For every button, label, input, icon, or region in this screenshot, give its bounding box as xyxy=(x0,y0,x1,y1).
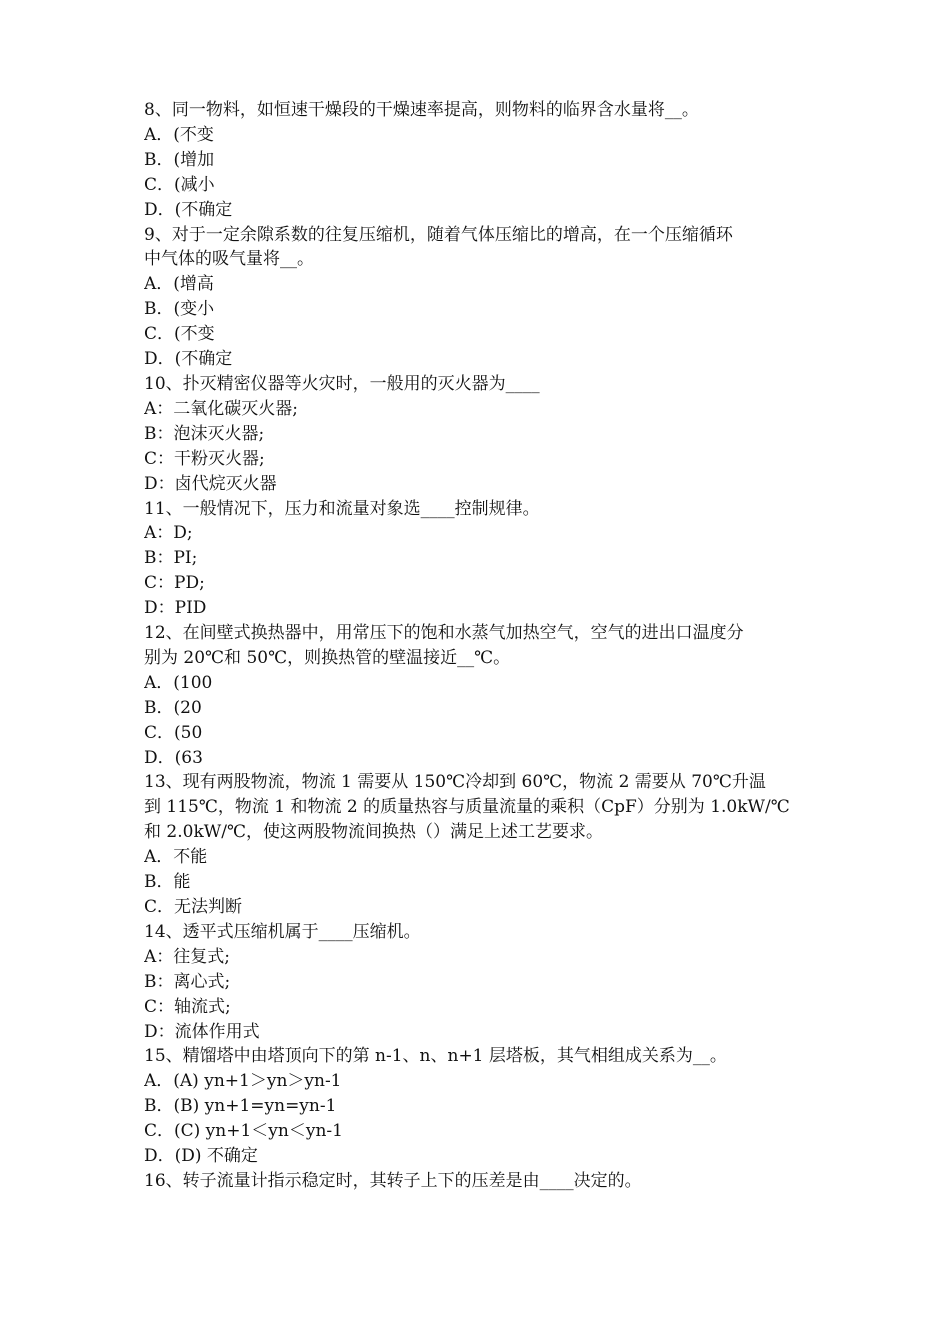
option-a: A．(A) yn+1＞yn＞yn-1 xyxy=(144,1071,342,1092)
question-stem-cont: 别为 20℃和 50℃，则换热管的壁温接近__℃。 xyxy=(144,647,511,668)
option-a: A．不能 xyxy=(144,847,208,868)
option-d: D：PID xyxy=(144,598,207,619)
option-b: B．能 xyxy=(144,872,191,893)
question-stem: 8、同一物料，如恒速干燥段的干燥速率提高，则物料的临界含水量将__。 xyxy=(144,100,699,120)
option-b: B：泡沫灭火器; xyxy=(144,423,265,444)
option-b: B：离心式; xyxy=(144,971,231,992)
question-11 xyxy=(144,497,808,622)
question-stem: 13、现有两股物流，物流 1 需要从 150℃冷却到 60℃，物流 2 需要从 70℃升温 xyxy=(144,772,766,793)
option-a: A：往复式; xyxy=(144,946,231,967)
option-d: D．(不确定 xyxy=(144,199,233,220)
option-c: C．(减小 xyxy=(144,174,215,195)
option-c: C．(50 xyxy=(144,722,203,743)
option-d: D．(63 xyxy=(144,747,203,768)
question-16 xyxy=(144,1169,808,1194)
option-b: B．(变小 xyxy=(144,299,215,320)
option-d: D．(不确定 xyxy=(144,349,233,370)
question-15 xyxy=(144,1044,808,1169)
option-b: B．(增加 xyxy=(144,149,215,170)
option-a: A．(100 xyxy=(144,672,213,693)
option-c: C：PD; xyxy=(144,573,205,594)
option-c: C．无法判断 xyxy=(144,897,243,917)
option-d: D：流体作用式 xyxy=(144,1021,260,1042)
question-12 xyxy=(144,621,808,770)
option-b: B：PI; xyxy=(144,548,198,569)
option-d: D．(D) 不确定 xyxy=(144,1146,258,1167)
question-stem: 9、对于一定余隙系数的往复压缩机，随着气体压缩比的增高，在一个压缩循环 xyxy=(144,224,733,245)
option-b: B．(B) yn+1=yn=yn-1 xyxy=(144,1096,337,1117)
option-a: A．(不变 xyxy=(144,124,214,145)
question-9 xyxy=(144,223,808,372)
question-stem: 11、一般情况下，压力和流量对象选____控制规律。 xyxy=(144,498,540,519)
option-c: C：轴流式; xyxy=(144,996,231,1017)
question-stem: 16、转子流量计指示稳定时，其转子上下的压差是由____决定的。 xyxy=(144,1170,642,1191)
option-c: C．(不变 xyxy=(144,324,215,345)
question-stem-cont: 中气体的吸气量将__。 xyxy=(144,249,314,270)
option-c: C．(C) yn+1＜yn＜yn-1 xyxy=(144,1121,343,1142)
option-a: A：D; xyxy=(144,523,193,544)
option-a: A：二氧化碳灭火器; xyxy=(144,398,299,419)
document-body xyxy=(144,98,808,1194)
option-c: C：干粉灭火器; xyxy=(144,448,265,469)
option-b: B．(20 xyxy=(144,697,202,718)
question-10 xyxy=(144,372,808,497)
question-stem: 15、精馏塔中由塔顶向下的第 n-1、n、n+1 层塔板，其气相组成关系为__。 xyxy=(144,1046,727,1067)
option-d: D：卤代烷灭火器 xyxy=(144,473,277,494)
question-13 xyxy=(144,770,808,919)
question-14 xyxy=(144,920,808,1045)
question-stem: 10、扑灭精密仪器等火灾时，一般用的灭火器为____ xyxy=(144,373,540,394)
question-stem-cont: 到 115℃，物流 1 和物流 2 的质量热容与质量流量的乘积（CpF）分别为 1.0kW/℃ xyxy=(144,797,790,818)
question-stem-cont: 和 2.0kW/℃，使这两股物流间换热（）满足上述工艺要求。 xyxy=(144,822,603,843)
option-a: A．(增高 xyxy=(144,274,214,295)
question-8 xyxy=(144,98,808,223)
question-stem: 12、在间壁式换热器中，用常压下的饱和水蒸气加热空气，空气的进出口温度分 xyxy=(144,623,744,644)
question-stem: 14、透平式压缩机属于____压缩机。 xyxy=(144,921,421,942)
